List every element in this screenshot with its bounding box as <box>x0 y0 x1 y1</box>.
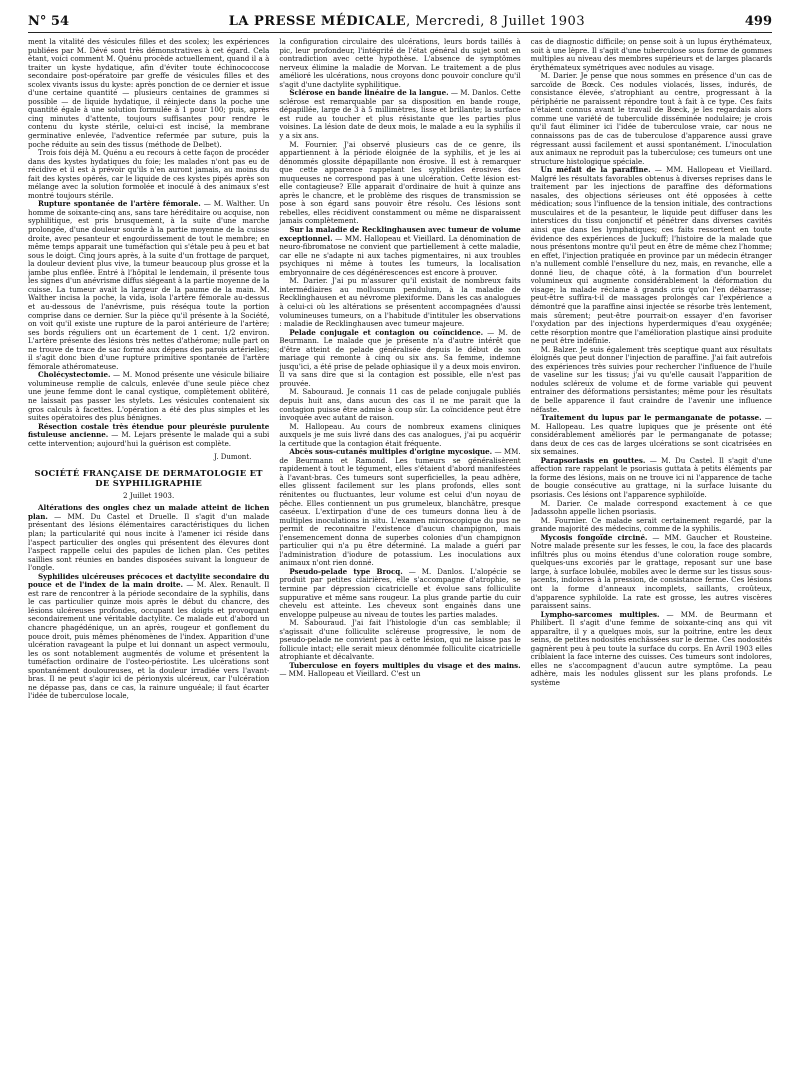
paragraph: Pelade conjugale et contagion ou coïncidence. — M. de Beurmann. Le malade que je présente n'a d'autre intérêt que d'être atteint de pelade généralisée depuis le début de son mariage qui remonte à cinq ou six ans. Sa femme, indemne jusqu'ici, a été prise de pelade ophiasique il y a deux mois environ. Il va sans dire que si la contagion est possible, elle n'est pas prouvée. <box>279 327 521 388</box>
issue-date: , Mercredi, 8 Juillet 1903 <box>406 13 586 29</box>
section-title: SOCIÉTÉ FRANÇAISE DE DERMATOLOGIE ET DE SYPHILIGRAPHIE <box>34 467 263 489</box>
column-3 <box>531 38 772 1076</box>
article-heading: Cholécystectomie. <box>38 370 111 380</box>
article-heading: Parapsoriasis en gouttes. <box>540 455 646 465</box>
section-date: 2 Juillet 1903. <box>123 490 175 500</box>
paragraph: Tuberculose en foyers multiples du visage et des mains. — MM. Hallopeau et Vieillard. C'est un <box>279 660 521 679</box>
column-1 <box>28 38 269 1076</box>
paragraph: Parapsoriasis en gouttes. — M. Du Castel. Il s'agit d'une affection rare rappelant le psoriasis guttata à petits éléments par la forme des lésions, mais on ne trouve ici ni l'apparence de tache de bougie consécutive au grattage, ni la surface luisante du psoriasis. Ces lésions ont l'apparence syphiloïde. <box>530 455 772 499</box>
article-heading: Rupture spontanée de l'artère fémorale. <box>38 199 201 209</box>
paragraph: Sur la maladie de Recklinghausen avec tumeur de volume exceptionnel. — MM. Hallopeau et Vieillard. La dénomination de neuro-fibromatose ne convient que partiellement à cette maladie, car elle ne s'adapte ni aux taches pigmentaires, ni aux troubles psychiques ni même à toutes les tumeurs, la localisation embryonnaire de ces dégénérescences est encore à prouver. <box>279 225 521 277</box>
paragraph: Trois fois déjà M. Quénu a eu recours à cette façon de procéder dans des kystes hydatiques du foie; les malades n'ont pas eu de récidive et il est à prévoir qu'ils n'en auront jamais, au moins du fait des kystes opérés, car le liquide de ces kystes pipés après son mélange avec la solution formolée et inoculé à des animaux s'est montré toujours stérile. <box>28 148 270 200</box>
paragraph: Pseudo-pelade type Brocq. — M. Danlos. L'alopécie se produit par petites clairières, elle s'accompagne d'atrophie, se termine par dépression cicatricielle et évolue sans folliculite suppurative et même sans rougeur. La plus grande partie du cuir chevelu est atteinte. Les cheveux sont engainés dans une enveloppe pulpeuse au niveau de toutes les parties malades. <box>279 566 521 619</box>
text-columns <box>28 38 772 1076</box>
paragraph: Sclérose en bande linéaire de la langue. — M. Danlos. Cette sclérose est remarquable par sa disposition en bande rouge, dépapillée, large de 3 à 5 millimètres, lisse et brillante; la surface est rude au toucher et plus résistante que les parties plus voisines. La lésion date de deux mois, le malade a eu la syphilis il y a six ans. <box>279 88 521 141</box>
paragraph: Abcès sous-cutanés multiples d'origine mycosique. — MM. de Beurmann et Ramond. Les tumeurs se généralisèrent rapidement à tout le tégument, elles s'étaient d'abord manifestées à l'avant-bras. Ces tumeurs sont superficielles, la peau adhère, elles glissent facilement sur les plans profonds, elles sont rénitentes ou fluctuantes, leur volume est celui d'un noyau de pêche. Elles contiennent un pus grumeleux, blanchâtre, presque caséeux. L'extirpation d'une de ces tumeurs donna lieu à de multiples inoculations in situ. L'examen microscopique du pus ne permit de reconnaitre l'existence d'aucun champignon, mais l'ensemencement donna de superbes colonies d'un champignon particulier qui n'a pu être déterminé. La malade a guéri par l'administration d'iodure de potassium. Les inoculations aux animaux n'ont rien donné. <box>279 447 521 568</box>
paragraph: M. Sabouraud. Je connais 11 cas de pelade conjugale publiés depuis huit ans, dans aucun des cas il ne me parait que la contagion puisse être admise à coup sûr. La coïncidence peut être invoquée avec autant de raison. <box>279 387 521 423</box>
article-heading: Un méfait de la paraffine. <box>540 165 651 175</box>
article-heading: Pseudo-pelade type Brocq. <box>289 566 403 576</box>
issue-number: N° 54 <box>28 13 69 29</box>
article-heading: Résection costale très étendue pour pleurésie purulente fistuleuse ancienne. <box>28 421 270 440</box>
paragraph: Lympho-sarcomes multiples. — MM. de Beurmann et Philibert. Il s'agit d'une femme de soixante-cinq ans qui vit apparaître, il y a quelques mois, sur la poitrine, entre les deux seins, de petites nodosités enchâssées sur le derme. Ces nodosités gagnèrent peu à peu toute la surface du corps. En Avril 1903 elles criblaient la face interne des cuisses. Ces tumeurs sont indolores, elles ne s'accompagnent d'aucun autre symptôme. La peau adhère, mais les nodules glissent sur les plans profonds. Le système <box>530 609 772 688</box>
article-heading: Pelade conjugale et contagion ou coïncidence. <box>289 327 484 337</box>
paragraph: M. Hallopeau. Au cours de nombreux examens cliniques auxquels je me suis livré dans des cas analogues, j'ai pu acquérir la certitude que la contagion était fréquente. <box>279 421 521 448</box>
paragraph: Cholécystectomie. — M. Monod présente une vésicule biliaire volumineuse remplie de calculs, enlevée d'une seule pièce chez une jeune femme dont le canal cystique, complètement oblitéré, ne laissait pas passer les stylets. Les vésicules contenaient six gros calculs à facettes. L'opération a été des plus simples et les suites opératoires des plus bénignes. <box>28 370 270 423</box>
article-heading: Traitement du lupus par le permanganate de potasse. <box>540 413 762 423</box>
paragraph: M. Darier. Ce malade correspond exactement à ce que Jadassohn appelle lichen psoriasis. <box>530 498 772 517</box>
signature: J. Dumont. <box>214 453 252 462</box>
article-heading: Sclérose en bande linéaire de la langue. <box>289 88 449 98</box>
column-2 <box>279 38 520 1076</box>
article-heading: Lympho-sarcomes multiples. <box>540 609 660 619</box>
paragraph: la configuration circulaire des ulcérations, leurs bords taillés à pic, leur profondeur, l'intégrité de l'état général du sujet sont en contradiction avec cette hypothèse. L'absence de symptômes nerveux élimine la maladie de Morvan. Le traitement a de plus amélioré les ulcérations, nous croyons donc pouvoir conclure qu'il s'agit d'une dactylite syphilitique. <box>279 38 521 89</box>
paragraph: Mycosis fongoïde circiné. — MM. Gaucher et Rousteine. Notre malade présente sur les fesses, le cou, la face des placards infiltrés plus ou moins étendus d'une coloration rouge sombre, quelques-uns excoriés par le grattage, reposant sur une base large, à surface lobulée, mobiles avec le derme sur les tissus sous-jacents, indolores à la pression, de consistance ferme. Ces lésions ont la forme d'anneaux incomplets, saillants, croûteux, d'apparence syphiloïde. La rate est grosse, les autres viscères paraissent sains. <box>530 532 772 611</box>
article-heading: Abcès sous-cutanés multiples d'origine mycosique. <box>289 447 493 457</box>
paragraph: cas de diagnostic difficile; on pense soit à un lupus érythémateux, soit à une lèpre. Il s'agit d'une tuberculose sous forme de gommes multiples au niveau des membres supérieurs et de larges placards érythémateux symétriques avec nodules au visage. <box>530 38 772 72</box>
paragraph: M. Darier. Je pense que nous sommes en présence d'un cas de sarcoïde de Bœck. Ces nodules violacés, lisses, indurés, de consistance élevée, s'atrophiant au centre, progressant à la périphérie ne paraissent répondre tout à fait à ce type. Ces faits n'étaient connus avant le travail de Bœck, je les regardais alors comme une variété de tuberculide disséminée nodulaire; je crois qu'il faut éliminer ici l'idée de tuberculose vraie, car nous ne connaissons pas de cas de tuberculose d'apparence aussi grave régressant aussi facilement et aussi spontanément. L'inoculation aux animaux ne reproduit pas la tuberculose; ces tumeurs ont une structure histologique spéciale. <box>530 71 772 166</box>
paragraph: Syphilides ulcéreuses précoces et dactylite secondaire du pouce et de l'index de la main droite. — M. Alex. Renault. Il est rare de rencontrer à la période secondaire de la syphilis, dans le cas particulier quinze mois après le début du chancre, des lésions ulcéreuses profondes, occupant les doigts et provoquant secondairement une véritable dactylite. Ce malade eut d'abord un chancre phagédénique, un an après, rougeur et gonflement du pouce droit, puis mêmes phénomènes de l'index. Apparition d'une ulcération ravageant la pulpe et lui donnant un aspect vermoulu, les os sont notablement augmentés de volume et présentent la tuméfaction ordinaire de l'osteo-périostite. Les ulcérations sont spontanément douloureuses, et la douleur irradiée vers l'avant-bras. Il ne peut s'agir ici de périonyxis ulcéreux, car l'ulcération ne dépasse pas, dans ce cas, la rainure unguéale; il faut écarter l'idée de tuberculose locale, <box>28 571 270 701</box>
paragraph: Rupture spontanée de l'artère fémorale. — M. Walther. Un homme de soixante-cinq ans, sans tare héréditaire ou acquise, non syphilitique, est pris brusquement, à la suite d'une marche prolongée, d'une douleur sourde à la partie moyenne de la cuisse droite, avec pesanteur et engourdissement de tout le membre; en même temps apparait une tuméfaction qui s'étale peu à peu et bat sous le doigt. Cinq jours après, à la suite d'un frottage de parquet, la douleur devient plus vive, la tumeur beaucoup plus grosse et la jambe plus enflée. Entré à l'hôpital le lendemain, il présente tous les signes d'un anévrisme diffus siégeant à la partie moyenne de la cuisse. La tumeur avait la largeur de la paume de la main. M. Walther incisa la poche, la vida, isola l'artère fémorale au-dessus et au-dessous de l'anévrisme, puis réséqua toute la portion comprise dans ce dernier. Sur la pièce qu'il présente à la Société, on voit qu'il existe une rupture de la paroi antérieure de l'artère; ses bords réguliers ont un écartement de 1 cent. 1/2 environ. L'artère présente des lésions très nettes d'athérome; nulle part on ne trouve de trace de sac formé aux dépens des parois artérielles; il s'agit donc bien d'une rupture primitive spontanée de l'artère fémorale athéromateuse. <box>28 199 270 371</box>
paragraph: M. Balzer. Je suis également très sceptique quant aux résultats éloignés que peut donner l'injection de paraffine. J'ai fait autrefois des expériences très suivies pour rechercher l'influence de l'huile de vaseline sur les tissus; j'ai vu qu'elle causait l'apparition de nodules scléreux de volume et de forme variable qui peuvent entrainer des déformations persistantes; même pour les résultats de belle apparence il faut craindre de l'avenir une influence néfaste. <box>530 344 772 414</box>
article-heading: Altérations des ongles chez un malade atteint de lichen plan. <box>28 503 270 521</box>
paragraph: Un méfait de la paraffine. — MM. Hallopeau et Vieillard. Malgré les résultats favorables obtenus à diverses reprises dans le traitement par les injections de paraffine des déformations nasales, des objections sérieuses ont été opposées à cette médication; sous l'influence de la tension initiale, des contractions musculaires et de la pesanteur, le liquide peut diffuser dans les interstices du tissu conjonctif et pénétrer dans diverses cavités ainsi que dans les lymphatiques; ces faits ressortent en toute évidence des expériences de Juckuff; l'histoire de la malade que nous présentons montre qu'il peut en être de même chez l'homme; en effet, l'injection pratiquée en province par un médecin étranger n'a nullement comblé l'ensellure du nez, mais, en revanche, elle a donné lieu, de chaque côté, à la formation d'un bourrelet volumineux qui augmente considérablement la déformation du visage; la malade réclame à grands cris qu'on l'en débarrasse; peut-être suffira-t-il de massages prolongés car l'expérience a démontré que la paraffine ainsi injectée se résorbe très lentement, mais sûrement; peut-être pourrait-on essayer d'en favoriser l'oxydation par des injections hyperdermiques d'eau oxygénée; cette résorption montre que l'amélioration plastique ainsi produite ne peut être indéfinie. <box>530 165 772 346</box>
journal-title <box>229 14 585 29</box>
paragraph: ment la vitalité des vésicules filles et des scolex; les expériences publiées par M. Dévé sont très démonstratives à cet égard. Cela étant, voici comment M. Quénu procède actuellement, quand il a à traiter un kyste hydatique, afin d'éviter toute échinococcose secondaire post-opératoire par greffe de vésicules filles et des scolex vivants issus du kyste: après ponction de ce dernier et issue d'une certaine quantité — plusieurs centaines de grammes si possible — de liquide hydatique, il réinjecte dans la poche une quantité égale à une solution formulée à 1 pour 100; puis, après cinq minutes d'attente, toujours suffisantes pour rendre le contenu du kyste stérile, celui-ci est incisé, la membrane germinative enlevée, l'adventice refermée par suture, puis la poche réduite au sein des tissus (méthode de Delbet). <box>28 38 270 149</box>
paragraph: M. Fournier. Ce malade serait certainement regardé, par la grande majorité des médecins, comme de la syphilis. <box>530 515 772 534</box>
paragraph: Altérations des ongles chez un malade atteint de lichen plan. — MM. Du Castel et Druelle. Il s'agit d'un malade présentant des lésions élémentaires caractéristiques du lichen plan; la particularité qui nous incite à l'amener ici réside dans l'aspect particulier des ongles qui présentent des élevures dont l'aspect rappelle celui des papules de lichen plan. Ces petites saillies sont réunies en bandes disposées suivant la longueur de l'ongle. <box>28 503 270 573</box>
article-heading: Mycosis fongoïde circiné. <box>540 532 648 542</box>
page-number: 499 <box>744 13 772 29</box>
paragraph: M. Darier. J'ai pu m'assurer qu'il existait de nombreux faits intermédiaires au molluscum pendulum, à la maladie de Recklinghausen et au névrome plexiforme. Dans les cas analogues à celui-ci où les altérations se présentent accompagnées d'aussi volumineuses tumeurs, on a l'habitude d'intituler les observations : maladie de Recklinghausen avec tumeur majeure. <box>279 276 521 329</box>
page-header <box>28 10 772 33</box>
article-heading: Tuberculose en foyers multiples du visage et des mains. <box>289 660 521 670</box>
journal-name: LA PRESSE MÉDICALE <box>228 13 407 29</box>
article-heading: Syphilides ulcéreuses précoces et dactylite secondaire du pouce et de l'index de la main droite. <box>28 571 270 590</box>
paragraph: Traitement du lupus par le permanganate de potasse. — M. Hallopeau. Les quatre lupiques que je présente ont été considérablement améliorés par le permanganate de potasse; dans deux de ces cas de larges ulcérations se sont cicatrisées en six semaines. <box>530 413 772 457</box>
paragraph: M. Fournier. J'ai observé plusieurs cas de ce genre, ils appartiennent à la période éloignée de la syphilis, et je les ai dénommés glossite dépapillante non érosive. Il est à remarquer que cette apparence rappelant les syphilides érosives des muqueuses ne correspond pas à une ulcération. Cette lésion est-elle contagieuse? Elle apparait d'ordinaire de huit à quinze ans après le chancre, et le problème des risques de transmission se pose à son égard sans pouvoir être résolu. Ces lésions sont rebelles, elles récidivent constamment ou même ne disparaissent jamais complètement. <box>279 139 521 226</box>
article-heading: Sur la maladie de Recklinghausen avec tumeur de volume exceptionnel. <box>279 225 521 243</box>
paragraph: M. Sabouraud. J'ai fait l'histologie d'un cas semblable; il s'agissait d'une folliculite scléreuse progressive, le nom de pseudo-pelade ne convient pas à cette lésion, qui ne laisse pas le follicule intact; elle serait mieux dénommée folliculite cicatricielle atrophiante et décalvante. <box>279 618 521 662</box>
paragraph: Résection costale très étendue pour pleurésie purulente fistuleuse ancienne. — M. Lejars présente le malade qui a subi cette intervention; aujourd'hui la guérison est complète. <box>28 421 270 448</box>
